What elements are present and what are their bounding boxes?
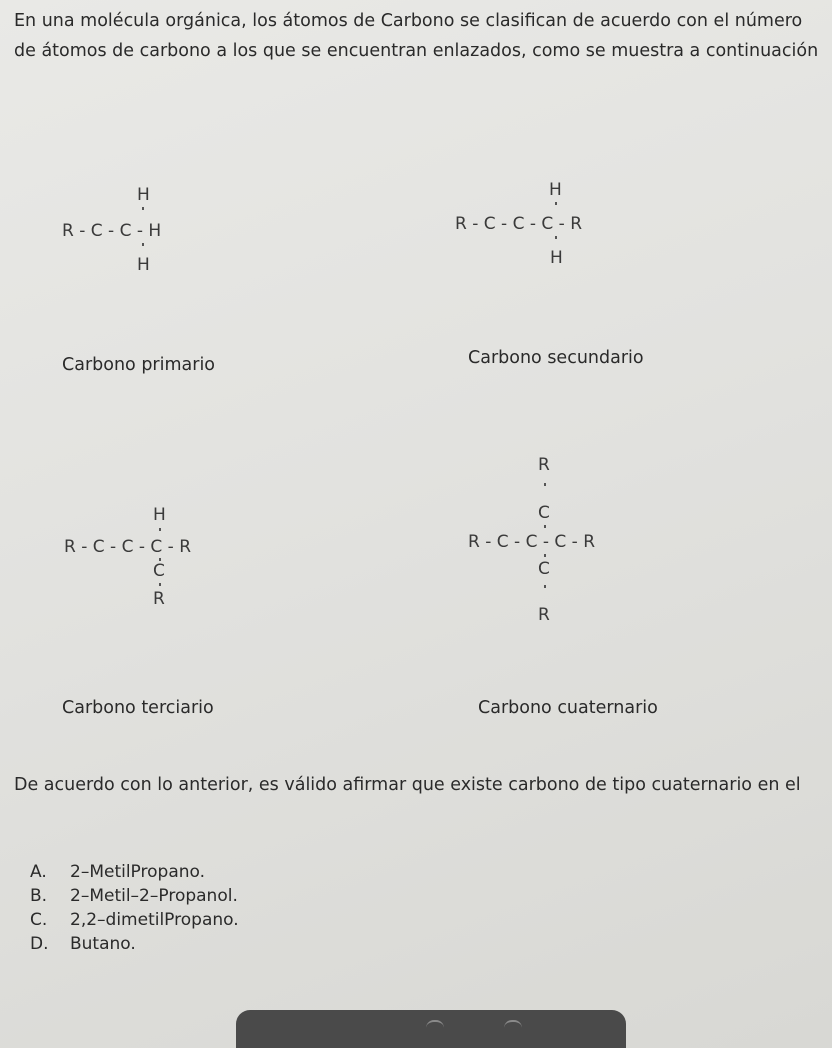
tertiary-carbon-structure [64,505,284,635]
primary-main-chain: R - C - C - H [62,221,162,241]
secondary-caption: Carbono secundario [468,348,644,368]
option-d[interactable] [30,932,239,956]
quaternary-below-c: C [538,559,550,579]
option-a-text: 2–MetilPropano. [70,862,206,882]
tertiary-top-h: H [153,505,166,525]
option-b-text: 2–Metil–2–Propanol. [70,886,238,906]
intro-paragraph: En una molécula orgánica, los átomos de Carbono se clasifican de acuerdo con el número de átomos de carbono a los que se encuentran enlazados, como se muestra a continuación [14,11,819,61]
primary-bottom-bond [142,243,144,246]
primary-caption: Carbono primario [62,355,216,375]
tertiary-below-r: R [153,589,165,609]
quaternary-top-bond-2 [544,483,546,486]
option-b-letter: B. [30,886,48,906]
quaternary-top-c: C [538,503,550,523]
quaternary-below-r: R [538,605,550,625]
primary-top-h: H [137,185,150,205]
secondary-carbon-structure [455,180,675,275]
secondary-bottom-h: H [550,248,563,268]
option-a[interactable] [30,860,239,884]
option-b[interactable] [30,884,239,908]
option-c[interactable] [30,908,239,932]
primary-carbon-structure [62,185,222,280]
quaternary-top-r: R [538,455,550,475]
quaternary-caption: Carbono cuaternario [478,698,658,718]
secondary-main-chain: R - C - C - C - R [455,214,583,234]
quaternary-bottom-bond-2 [544,585,546,588]
bar-mark-1 [426,1020,444,1036]
secondary-top-bond [555,202,557,205]
quaternary-carbon-structure [468,455,688,635]
primary-top-bond [142,207,144,210]
quaternary-top-bond-1 [544,525,546,528]
quaternary-main-chain: R - C - C - C - R [468,532,596,552]
tertiary-caption: Carbono terciario [62,698,214,718]
bar-mark-2 [504,1020,522,1036]
option-c-text: 2,2–dimetilPropano. [70,910,239,930]
question-text: De acuerdo con lo anterior, es válido afirmar que existe carbono de tipo cuaternario en el [14,775,801,795]
option-c-letter: C. [30,910,48,930]
option-d-text: Butano. [70,934,136,954]
answer-options [30,860,239,956]
bottom-dark-bar [236,1010,626,1048]
secondary-top-h: H [549,180,562,200]
option-a-letter: A. [30,862,47,882]
tertiary-below-c: C [153,561,165,581]
tertiary-top-bond [159,528,161,531]
tertiary-bottom-bond-2 [159,583,161,586]
tertiary-main-chain: R - C - C - C - R [64,537,192,557]
option-d-letter: D. [30,934,49,954]
primary-bottom-h: H [137,255,150,275]
quaternary-bottom-bond-1 [544,554,546,557]
secondary-bottom-bond [555,236,557,239]
